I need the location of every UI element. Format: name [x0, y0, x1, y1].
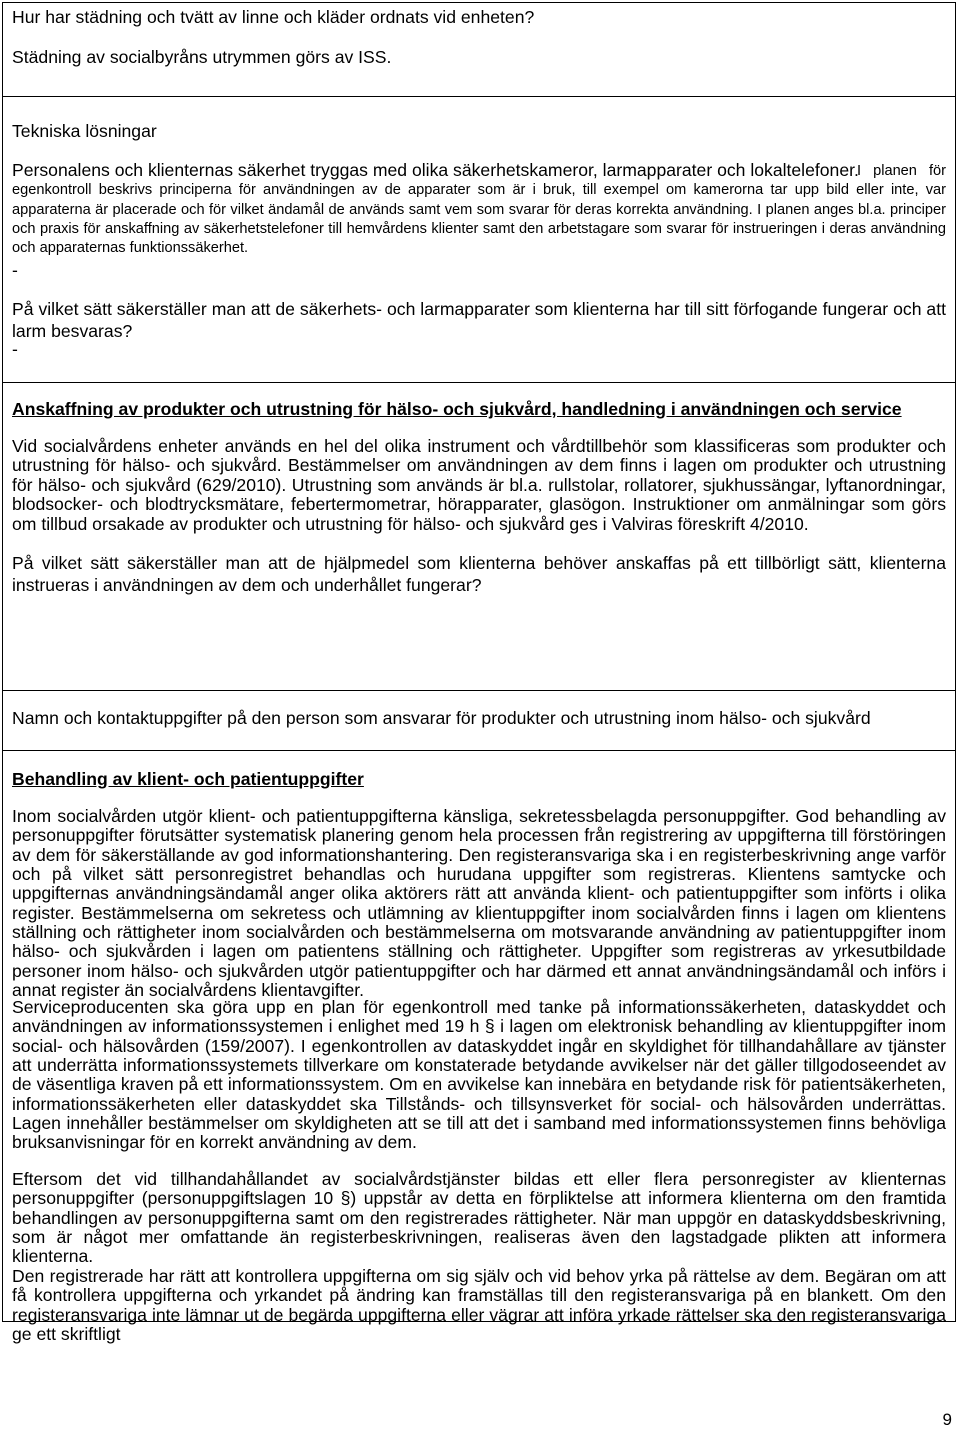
- equipment-heading: Anskaffning av produkter och utrustning för hälso- och sjukvård, handledning i användningen och service: [12, 399, 902, 419]
- alarm-question: På vilket sätt säkerställer man att de säkerhets- och larmapparater som klienterna har till sitt förfogande fungerar och att larm besvaras?: [12, 299, 946, 341]
- cleaning-answer: Städning av socialbyråns utrymmen görs av ISS.: [12, 47, 392, 67]
- technical-solutions-paragraph: I planen för egenkontroll beskrivs principerna för användningen av de apparater som är i bruk, till exempel om kamerorna tar upp bild eller inte, var apparaterna är placerade och för vilket ändamål de används samt vem som svarar för deras korrekta användning. I planen anges bl.a. principer och praxis för anskaffning av säkerhetstelefoner till hemvårdens klienter samt den arbetstagare som svarar för instrueringen i deras användning och apparaternas funktionssäkerhet.: [12, 163, 946, 257]
- equipment-contact-label: Namn och kontaktuppgifter på den person som ansvarar för produkter och utrustning inom hälso- och sjukvård: [12, 708, 871, 728]
- section-divider: [2, 750, 956, 751]
- page-number: 9: [942, 1410, 952, 1429]
- section-divider: [2, 382, 956, 383]
- equipment-paragraph: Vid socialvårdens enheter används en hel del olika instrument och vårdtillbehör som klassificeras som produkter och utrustning för hälso- och sjukvård. Bestämmelser om användningen av dem finns i lagen om produkter och utrustning för hälso- och sjukvård (629/2010). Utrustning som används är bl.a. rullstolar, rollatorer, sjukhussängar, lyftanordningar, blodsocker- och blodtrycksmätare, febertermometrar, hörapparater, glasögon. Instruktioner om anmälningar som görs om tillbud orsakade av produkter och utrustning för hälso- och sjukvård ges i Valviras föreskrift 4/2010.: [12, 436, 946, 534]
- aids-question: På vilket sätt säkerställer man att de hjälpmedel som klienterna behöver anskaffas på ett tillbörligt sätt, klienterna instrueras i användningen av dem och underhållet fungerar?: [12, 553, 946, 595]
- client-data-paragraph-1: Inom socialvården utgör klient- och patientuppgifterna känsliga, sekretessbelagda personuppgifter. God behandling av personuppgifter förutsätter systematisk planering genom hela processen från registrering av uppgifterna till förstöringen av dem för säkerställande av god informationshantering. Den registeransvariga ska i en registerbeskrivning ange varför och på vilket sätt personregistret behandlas och hurudana uppgifter som registreras. Klientens samtycke och uppgifternas användningsändamål anger olika aktörers rätt att använda klient- och patientuppgifter som införts i olika register. Bestämmelserna om sekretess och utlämning av klientuppgifter inom socialvården finns i lagen om klientens ställning och rättigheter inom socialvården och bestämmelserna om motsvarande användning av patientuppgifter inom hälso- och sjukvården i lagen om patientens ställning och rättigheter. Uppgifter som registreras av yrkesutbildade personer inom hälso- och sjukvården utgör patientuppgifter och har därmed ett annat användningsändamål och införs i annat register än socialvårdens klientavgifter.: [12, 806, 946, 1001]
- dash-marker: -: [12, 339, 18, 359]
- client-data-heading: Behandling av klient- och patientuppgifter: [12, 769, 364, 789]
- client-data-paragraph-2: Serviceproducenten ska göra upp en plan för egenkontroll med tanke på informationssäkerheten, dataskyddet och användningen av informationssystemen i enlighet med 19 h § i lagen om elektronisk behandling av klientuppgifter inom social- och hälsovården (159/2007). I egenkontrollen av dataskyddet ingår en skyldighet för tillhandahållare av tjänster att underrätta informationssystemets tillverkare om konstaterade betydande avvikelser när det gäller tillgodoseendet av de väsentliga kraven på ett informationssystem. Om en avvikelse kan innebära en betydande risk för patientsäkerheten, informationssäkerheten eller dataskyddet ska Tillstånds- och tillsynsverket för social- och hälsovården underrättas. Lagen innehåller bestämmelser om skyldigheten att se till att det i samband med informationssystemen finns behövliga bruksanvisningar för en korrekt användning av dem.: [12, 997, 946, 1153]
- section-divider: [2, 690, 956, 691]
- technical-solutions-heading: Tekniska lösningar: [12, 121, 157, 141]
- cleaning-question: Hur har städning och tvätt av linne och kläder ordnats vid enheten?: [12, 7, 535, 27]
- section-divider: [2, 96, 956, 97]
- client-data-paragraph-4: Den registrerade har rätt att kontrollera uppgifterna om sig själv och vid behov yrka på rättelse av dem. Begäran om att få kontrollera uppgifterna och yrkandet på ändring kan framställas till den registeransvariga på en blankett. Om den registeransvariga inte lämnar ut de begärda uppgifterna eller vägrar att införa yrkade rättelser ska den registeransvariga ge ett skriftligt: [12, 1266, 946, 1345]
- client-data-paragraph-3: Eftersom det vid tillhandahållandet av socialvårdstjänster bildas ett eller flera personregister av klienternas personuppgifter (personuppgiftslagen 10 §) uppstår av detta en förpliktelse att informera klienterna om den framtida behandlingen av personuppgifterna samt om den registrerades rättigheter. När man uppgör en dataskyddsbeskrivning, som är något mer omfattande än registerbeskrivningen, realiseras även den lagstadgade plikten att informera klienterna.: [12, 1169, 946, 1267]
- technical-solutions-intro: Personalens och klienternas säkerhet tryggas med olika säkerhetskameror, larmapparater och lokaltelefoner.: [12, 160, 859, 180]
- dash-marker: -: [12, 260, 18, 280]
